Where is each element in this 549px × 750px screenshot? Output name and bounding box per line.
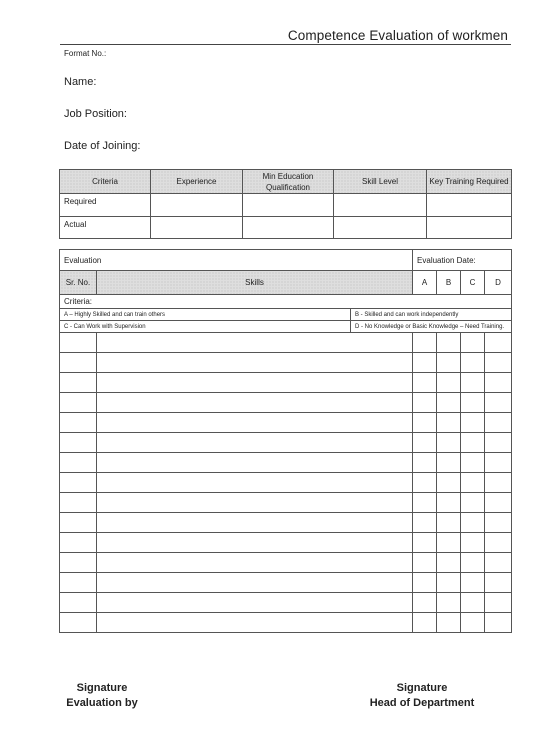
- col-criteria: Criteria: [60, 170, 151, 194]
- criteria-a: A – Highly Skilled and can train others: [60, 309, 351, 321]
- col-experience: Experience: [151, 170, 243, 194]
- skill-entry-row: [60, 613, 512, 633]
- evaluation-title: Evaluation: [60, 250, 413, 271]
- actual-skill-level-cell[interactable]: [334, 217, 427, 239]
- grade-c-cell[interactable]: [461, 453, 485, 473]
- criteria-label: Criteria:: [60, 295, 512, 309]
- skill-entry-row: [60, 433, 512, 453]
- sr-no-cell[interactable]: [60, 553, 97, 573]
- format-number-label: Format No.:: [64, 49, 107, 58]
- grade-b-cell[interactable]: [437, 593, 461, 613]
- grade-d-cell[interactable]: [485, 593, 512, 613]
- name-field-label: Name:: [64, 76, 97, 88]
- col-grade-c: C: [461, 271, 485, 295]
- grade-b-cell[interactable]: [437, 393, 461, 413]
- grade-a-cell[interactable]: [413, 593, 437, 613]
- grade-a-cell[interactable]: [413, 413, 437, 433]
- skill-cell[interactable]: [97, 333, 413, 353]
- grade-c-cell[interactable]: [461, 593, 485, 613]
- grade-a-cell[interactable]: [413, 613, 437, 633]
- skill-cell[interactable]: [97, 493, 413, 513]
- grade-a-cell[interactable]: [413, 573, 437, 593]
- sr-no-cell[interactable]: [60, 393, 97, 413]
- sr-no-cell[interactable]: [60, 513, 97, 533]
- sr-no-cell[interactable]: [60, 413, 97, 433]
- skill-entry-row: [60, 413, 512, 433]
- grade-d-cell[interactable]: [485, 613, 512, 633]
- evaluation-table: [59, 249, 512, 633]
- signature-right-line1: Signature: [396, 682, 448, 694]
- col-sr-no: Sr. No.: [60, 271, 97, 295]
- grade-d-cell[interactable]: [485, 353, 512, 373]
- grade-a-cell[interactable]: [413, 453, 437, 473]
- grade-b-cell[interactable]: [437, 513, 461, 533]
- required-row: [60, 194, 512, 217]
- actual-experience-cell[interactable]: [151, 217, 243, 239]
- grade-b-cell[interactable]: [437, 613, 461, 633]
- skill-cell[interactable]: [97, 513, 413, 533]
- sr-no-cell[interactable]: [60, 373, 97, 393]
- grade-c-cell[interactable]: [461, 493, 485, 513]
- skill-entry-row: [60, 393, 512, 413]
- skill-cell[interactable]: [97, 433, 413, 453]
- required-education-cell[interactable]: [243, 194, 334, 217]
- skill-entry-row: [60, 353, 512, 373]
- grade-d-cell[interactable]: [485, 553, 512, 573]
- grade-b-cell[interactable]: [437, 453, 461, 473]
- grade-d-cell[interactable]: [485, 513, 512, 533]
- criteria-c: C - Can Work with Supervision: [60, 321, 351, 333]
- grade-a-cell[interactable]: [413, 553, 437, 573]
- skill-entry-row: [60, 333, 512, 353]
- skill-cell[interactable]: [97, 453, 413, 473]
- skill-entry-row: [60, 373, 512, 393]
- grade-d-cell[interactable]: [485, 453, 512, 473]
- grade-d-cell[interactable]: [485, 413, 512, 433]
- sr-no-cell[interactable]: [60, 353, 97, 373]
- signature-left-line2: Evaluation by: [66, 697, 138, 709]
- grade-b-cell[interactable]: [437, 493, 461, 513]
- grade-b-cell[interactable]: [437, 373, 461, 393]
- grade-b-cell[interactable]: [437, 473, 461, 493]
- actual-row: [60, 217, 512, 239]
- criteria-d: D - No Knowledge or Basic Knowledge – Need Training.: [351, 321, 512, 333]
- skill-cell[interactable]: [97, 593, 413, 613]
- evaluation-header-row: [60, 271, 512, 295]
- grade-d-cell[interactable]: [485, 433, 512, 453]
- grade-d-cell[interactable]: [485, 373, 512, 393]
- skill-cell[interactable]: [97, 353, 413, 373]
- grade-c-cell[interactable]: [461, 613, 485, 633]
- sr-no-cell[interactable]: [60, 613, 97, 633]
- actual-row-label: Actual: [60, 217, 151, 239]
- col-skills: Skills: [97, 271, 413, 295]
- sr-no-cell[interactable]: [60, 573, 97, 593]
- grade-c-cell[interactable]: [461, 333, 485, 353]
- criteria-row-2: [60, 321, 512, 333]
- required-experience-cell[interactable]: [151, 194, 243, 217]
- document-title: Competence Evaluation of workmen: [287, 28, 508, 43]
- signature-head-of-department: [352, 681, 492, 711]
- grade-c-cell[interactable]: [461, 553, 485, 573]
- grade-a-cell[interactable]: [413, 433, 437, 453]
- grade-a-cell[interactable]: [413, 373, 437, 393]
- requirements-table: [59, 169, 512, 239]
- grade-a-cell[interactable]: [413, 393, 437, 413]
- criteria-b: B - Skilled and can work independently: [351, 309, 512, 321]
- required-skill-level-cell[interactable]: [334, 194, 427, 217]
- grade-a-cell[interactable]: [413, 353, 437, 373]
- skill-cell[interactable]: [97, 413, 413, 433]
- grade-a-cell[interactable]: [413, 533, 437, 553]
- sr-no-cell[interactable]: [60, 333, 97, 353]
- skill-cell[interactable]: [97, 533, 413, 553]
- skill-cell[interactable]: [97, 373, 413, 393]
- sr-no-cell[interactable]: [60, 433, 97, 453]
- sr-no-cell[interactable]: [60, 453, 97, 473]
- skill-entry-row: [60, 593, 512, 613]
- skill-entry-row: [60, 453, 512, 473]
- grade-a-cell[interactable]: [413, 473, 437, 493]
- grade-b-cell[interactable]: [437, 553, 461, 573]
- grade-c-cell[interactable]: [461, 473, 485, 493]
- skill-entry-row: [60, 473, 512, 493]
- grade-c-cell[interactable]: [461, 533, 485, 553]
- skill-entry-row: [60, 553, 512, 573]
- grade-b-cell[interactable]: [437, 333, 461, 353]
- grade-c-cell[interactable]: [461, 373, 485, 393]
- grade-c-cell[interactable]: [461, 353, 485, 373]
- col-key-training: Key Training Required: [427, 170, 512, 194]
- skill-cell[interactable]: [97, 573, 413, 593]
- skill-cell[interactable]: [97, 613, 413, 633]
- grade-c-cell[interactable]: [461, 513, 485, 533]
- grade-c-cell[interactable]: [461, 393, 485, 413]
- evaluation-date-label: Evaluation Date:: [413, 250, 512, 271]
- skill-entry-row: [60, 533, 512, 553]
- actual-training-cell[interactable]: [427, 217, 512, 239]
- signature-right-line2: Head of Department: [369, 697, 475, 709]
- evaluation-title-row: [60, 250, 512, 271]
- skill-entry-row: [60, 493, 512, 513]
- required-training-cell[interactable]: [427, 194, 512, 217]
- col-min-education: Min Education Qualification: [243, 170, 334, 194]
- title-underline: [60, 44, 511, 45]
- skill-cell[interactable]: [97, 393, 413, 413]
- grade-b-cell[interactable]: [437, 353, 461, 373]
- grade-b-cell[interactable]: [437, 533, 461, 553]
- grade-a-cell[interactable]: [413, 333, 437, 353]
- col-skill-level: Skill Level: [334, 170, 427, 194]
- grade-a-cell[interactable]: [413, 493, 437, 513]
- skill-entry-row: [60, 573, 512, 593]
- col-grade-a: A: [413, 271, 437, 295]
- signature-left-line1: Signature: [76, 682, 128, 694]
- sr-no-cell[interactable]: [60, 593, 97, 613]
- grade-c-cell[interactable]: [461, 573, 485, 593]
- grade-d-cell[interactable]: [485, 333, 512, 353]
- grade-a-cell[interactable]: [413, 513, 437, 533]
- job-position-field-label: Job Position:: [64, 108, 127, 120]
- requirements-header-row: [60, 170, 512, 194]
- grade-d-cell[interactable]: [485, 493, 512, 513]
- sr-no-cell[interactable]: [60, 493, 97, 513]
- actual-education-cell[interactable]: [243, 217, 334, 239]
- grade-b-cell[interactable]: [437, 413, 461, 433]
- grade-d-cell[interactable]: [485, 573, 512, 593]
- grade-b-cell[interactable]: [437, 573, 461, 593]
- criteria-row-1: [60, 309, 512, 321]
- criteria-label-row: [60, 295, 512, 309]
- skill-cell[interactable]: [97, 473, 413, 493]
- date-of-joining-field-label: Date of Joining:: [64, 140, 141, 152]
- col-grade-b: B: [437, 271, 461, 295]
- grade-c-cell[interactable]: [461, 413, 485, 433]
- signature-evaluation-by: [52, 681, 152, 711]
- grade-d-cell[interactable]: [485, 393, 512, 413]
- skill-entry-row: [60, 513, 512, 533]
- sr-no-cell[interactable]: [60, 533, 97, 553]
- skill-cell[interactable]: [97, 553, 413, 573]
- sr-no-cell[interactable]: [60, 473, 97, 493]
- col-grade-d: D: [485, 271, 512, 295]
- grade-d-cell[interactable]: [485, 473, 512, 493]
- required-row-label: Required: [60, 194, 151, 217]
- grade-d-cell[interactable]: [485, 533, 512, 553]
- grade-b-cell[interactable]: [437, 433, 461, 453]
- grade-c-cell[interactable]: [461, 433, 485, 453]
